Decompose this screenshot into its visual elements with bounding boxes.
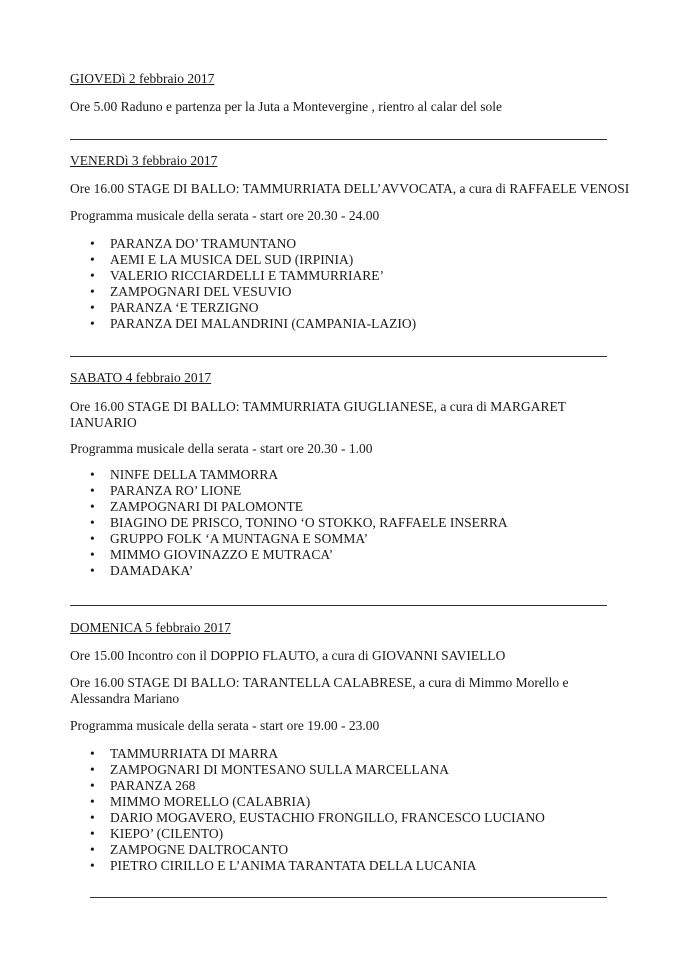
list-item: • PARANZA 268 <box>90 778 196 793</box>
list-item: • BIAGINO DE PRISCO, TONINO ‘O STOKKO, RAFFAELE INSERRA <box>90 515 508 530</box>
list-item: • MIMMO GIOVINAZZO E MUTRACA’ <box>90 547 334 562</box>
list-item: • KIEPO’ (CILENTO) <box>90 826 224 841</box>
day-title: DOMENICA 5 febbraio 2017 <box>70 620 231 635</box>
acts-list <box>70 236 630 332</box>
acts-list <box>70 746 630 874</box>
program-line: Programma musicale della serata - start ore 20.30 - 1.00 <box>70 441 373 456</box>
list-item: • PIETRO CIRILLO E L’ANIMA TARANTATA DELLA LUCANIA <box>90 858 477 873</box>
program-line: Programma musicale della serata - start ore 20.30 - 24.00 <box>70 208 380 223</box>
list-item: • ZAMPOGNE DALTROCANTO <box>90 842 289 857</box>
event-line: Ore 16.00 STAGE DI BALLO: TARANTELLA CALABRESE, a cura di Mimmo Morello e <box>70 675 569 690</box>
list-item: • ZAMPOGNARI DI MONTESANO SULLA MARCELLANA <box>90 762 450 777</box>
list-item: • ZAMPOGNARI DEL VESUVIO <box>90 284 292 299</box>
program-line: Programma musicale della serata - start ore 19.00 - 23.00 <box>70 718 380 733</box>
event-line: IANUARIO <box>70 415 137 430</box>
list-item: • PARANZA RO’ LIONE <box>90 483 242 498</box>
day-title: VENERDì 3 febbraio 2017 <box>70 153 218 168</box>
day-title: GIOVEDì 2 febbraio 2017 <box>70 71 215 86</box>
event-line: Ore 16.00 STAGE DI BALLO: TAMMURRIATA GIUGLIANESE, a cura di MARGARET <box>70 399 566 414</box>
section-divider <box>70 139 607 140</box>
day-section-venerdi <box>70 153 630 332</box>
acts-list <box>70 467 630 579</box>
list-item: • ZAMPOGNARI DI PALOMONTE <box>90 499 304 514</box>
event-line: Ore 5.00 Raduno e partenza per la Juta a Montevergine , rientro al calar del sole <box>70 99 502 114</box>
list-item: • PARANZA ‘E TERZIGNO <box>90 300 259 315</box>
list-item: • DARIO MOGAVERO, EUSTACHIO FRONGILLO, FRANCESCO LUCIANO <box>90 810 545 825</box>
list-item: • DAMADAKA’ <box>90 563 194 578</box>
list-item: • VALERIO RICCIARDELLI E TAMMURRIARE’ <box>90 268 385 283</box>
section-divider <box>70 605 607 606</box>
list-item: • PARANZA DEI MALANDRINI (CAMPANIA-LAZIO) <box>90 316 417 331</box>
list-item: • GRUPPO FOLK ‘A MUNTAGNA E SOMMA’ <box>90 531 369 546</box>
day-title: SABATO 4 febbraio 2017 <box>70 370 212 385</box>
day-section-giovedi <box>70 71 630 115</box>
day-section-sabato <box>70 370 630 579</box>
day-section-domenica <box>70 620 630 874</box>
list-item: • PARANZA DO’ TRAMUNTANO <box>90 236 297 251</box>
event-line: Ore 15.00 Incontro con il DOPPIO FLAUTO, a cura di GIOVANNI SAVIELLO <box>70 648 506 663</box>
event-line: Alessandra Mariano <box>70 691 180 706</box>
list-item: • TAMMURRIATA DI MARRA <box>90 746 279 761</box>
list-item: • NINFE DELLA TAMMORRA <box>90 467 279 482</box>
section-divider <box>90 897 607 898</box>
list-item: • AEMI E LA MUSICA DEL SUD (IRPINIA) <box>90 252 354 267</box>
section-divider <box>70 356 607 357</box>
list-item: • MIMMO MORELLO (CALABRIA) <box>90 794 311 809</box>
event-line: Ore 16.00 STAGE DI BALLO: TAMMURRIATA DELL’AVVOCATA, a cura di RAFFAELE VENOSI <box>70 181 630 196</box>
